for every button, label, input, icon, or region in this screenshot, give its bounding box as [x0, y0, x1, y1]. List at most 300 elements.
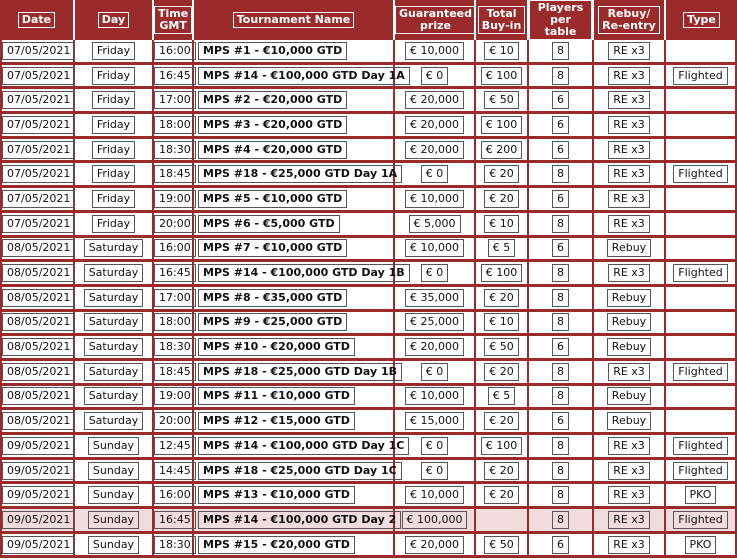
players-cell-value: 8 [552, 67, 569, 85]
date-cell [0, 410, 75, 435]
time-cell [154, 336, 194, 361]
time-cell-value: 18:30 [154, 141, 196, 159]
buyin-cell [476, 40, 529, 65]
date-cell [0, 40, 75, 65]
prize-cell [395, 163, 476, 188]
date-cell [0, 361, 75, 386]
players-cell [529, 509, 594, 534]
date-cell [0, 188, 75, 213]
prize-cell [395, 534, 476, 559]
date-cell-value: 07/05/2021 [2, 190, 75, 208]
name-cell [194, 139, 395, 164]
date-cell [0, 509, 75, 534]
day-cell [75, 287, 154, 312]
name-cell [194, 435, 405, 460]
time-cell-value: 17:00 [154, 91, 196, 109]
name-cell [194, 163, 398, 188]
type-cell [666, 509, 737, 534]
day-cell [75, 188, 154, 213]
table-row [0, 213, 737, 238]
day-cell-value: Friday [92, 116, 135, 134]
name-cell-value: MPS #13 - €10,000 GTD [198, 486, 355, 504]
prize-cell-value: € 100,000 [402, 511, 468, 529]
time-cell [154, 188, 194, 213]
buyin-cell [476, 213, 529, 238]
date-cell-value: 07/05/2021 [2, 116, 75, 134]
type-cell [666, 361, 737, 386]
buyin-cell-value: € 10 [484, 215, 519, 233]
buyin-cell-value: € 20 [484, 462, 519, 480]
buyin-cell [476, 484, 529, 509]
name-cell [194, 312, 395, 337]
rebuy-cell [594, 312, 666, 337]
rebuy-cell [594, 460, 666, 485]
buyin-cell-value: € 100 [481, 67, 523, 85]
date-cell [0, 139, 75, 164]
date-cell-value: 08/05/2021 [2, 412, 75, 430]
players-cell [529, 139, 594, 164]
prize-cell [395, 213, 476, 238]
header-day: Day [75, 0, 154, 40]
table-row [0, 509, 737, 534]
type-cell [666, 238, 737, 263]
name-cell-value: MPS #14 - €100,000 GTD Day 1A [198, 67, 410, 85]
prize-cell-value: € 0 [421, 437, 449, 455]
buyin-cell-value: € 100 [481, 437, 523, 455]
players-cell-value: 8 [552, 42, 569, 60]
time-cell [154, 460, 194, 485]
rebuy-cell-value: RE x3 [608, 486, 650, 504]
date-cell [0, 163, 75, 188]
rebuy-cell-value: RE x3 [608, 42, 650, 60]
time-cell [154, 386, 194, 411]
players-cell [529, 213, 594, 238]
players-cell-value: 8 [552, 215, 569, 233]
players-cell [529, 484, 594, 509]
type-cell [666, 163, 737, 188]
time-cell [154, 484, 194, 509]
header-buyin: Total Buy-in [476, 0, 529, 40]
type-cell-value: Flighted [673, 363, 727, 381]
rebuy-cell-value: RE x3 [608, 141, 650, 159]
prize-cell [395, 460, 476, 485]
rebuy-cell [594, 89, 666, 114]
name-cell [194, 188, 395, 213]
type-cell [666, 213, 737, 238]
prize-cell-value: € 15,000 [405, 412, 464, 430]
header-time: Time GMT [154, 0, 194, 40]
name-cell [194, 534, 395, 559]
type-cell [666, 435, 737, 460]
name-cell [194, 509, 395, 534]
buyin-cell-value: € 20 [484, 165, 519, 183]
prize-cell-value: € 35,000 [405, 289, 464, 307]
header-name: Tournament Name [194, 0, 395, 40]
players-cell [529, 460, 594, 485]
day-cell [75, 238, 154, 263]
date-cell [0, 89, 75, 114]
type-cell [666, 287, 737, 312]
name-cell [194, 213, 395, 238]
players-cell [529, 287, 594, 312]
type-cell [666, 114, 737, 139]
rebuy-cell [594, 361, 666, 386]
prize-cell [395, 89, 476, 114]
type-cell-value: PKO [685, 486, 717, 504]
time-cell [154, 312, 194, 337]
buyin-cell [476, 139, 529, 164]
day-cell [75, 410, 154, 435]
prize-cell [395, 188, 476, 213]
date-cell-value: 08/05/2021 [2, 363, 75, 381]
players-cell [529, 238, 594, 263]
date-cell-value: 07/05/2021 [2, 141, 75, 159]
rebuy-cell-value: Rebuy [607, 313, 651, 331]
day-cell [75, 460, 154, 485]
prize-cell-value: € 20,000 [405, 116, 464, 134]
name-cell-value: MPS #5 - €10,000 GTD [198, 190, 347, 208]
rebuy-cell [594, 213, 666, 238]
day-cell-value: Saturday [84, 239, 144, 257]
table-row [0, 460, 737, 485]
time-cell-value: 16:45 [154, 264, 196, 282]
players-cell-value: 8 [552, 462, 569, 480]
prize-cell [395, 238, 476, 263]
rebuy-cell-value: RE x3 [608, 511, 650, 529]
date-cell-value: 07/05/2021 [2, 67, 75, 85]
prize-cell [395, 509, 476, 534]
day-cell [75, 163, 154, 188]
players-cell-value: 6 [552, 239, 569, 257]
buyin-cell [476, 262, 529, 287]
day-cell [75, 484, 154, 509]
buyin-cell [476, 361, 529, 386]
table-row [0, 262, 737, 287]
date-cell [0, 287, 75, 312]
prize-cell [395, 484, 476, 509]
buyin-cell [476, 114, 529, 139]
table-row [0, 361, 737, 386]
table-row [0, 386, 737, 411]
buyin-cell [476, 163, 529, 188]
type-cell [666, 460, 737, 485]
prize-cell [395, 139, 476, 164]
name-cell-value: MPS #18 - €25,000 GTD Day 1B [198, 363, 402, 381]
rebuy-cell-value: RE x3 [608, 215, 650, 233]
time-cell-value: 18:30 [154, 536, 196, 554]
date-cell [0, 312, 75, 337]
buyin-cell [476, 509, 529, 534]
players-cell [529, 435, 594, 460]
buyin-cell-value: € 100 [481, 264, 523, 282]
table-row [0, 287, 737, 312]
table-row [0, 65, 737, 90]
players-cell-value: 6 [552, 338, 569, 356]
rebuy-cell-value: RE x3 [608, 536, 650, 554]
buyin-cell [476, 312, 529, 337]
prize-cell-value: € 20,000 [405, 536, 464, 554]
name-cell-value: MPS #14 - €100,000 GTD Day 1C [198, 437, 409, 455]
date-cell [0, 114, 75, 139]
buyin-cell-value: € 10 [484, 313, 519, 331]
day-cell-value: Sunday [88, 511, 139, 529]
players-cell-value: 6 [552, 141, 569, 159]
date-cell-value: 08/05/2021 [2, 264, 75, 282]
header-players: Players per table [529, 0, 594, 40]
name-cell-value: MPS #8 - €35,000 GTD [198, 289, 347, 307]
time-cell-value: 16:00 [154, 42, 196, 60]
time-cell [154, 40, 194, 65]
date-cell-value: 09/05/2021 [2, 462, 75, 480]
type-cell-value: Flighted [673, 264, 727, 282]
players-cell-value: 8 [552, 437, 569, 455]
type-cell [666, 484, 737, 509]
buyin-cell-value: € 50 [484, 536, 519, 554]
name-cell [194, 410, 395, 435]
type-cell-value: Flighted [673, 437, 727, 455]
date-cell-value: 08/05/2021 [2, 313, 75, 331]
name-cell-value: MPS #4 - €20,000 GTD [198, 141, 347, 159]
players-cell [529, 114, 594, 139]
players-cell-value: 6 [552, 116, 569, 134]
day-cell [75, 262, 154, 287]
type-cell-value: Flighted [673, 165, 727, 183]
time-cell-value: 18:45 [154, 165, 196, 183]
players-cell-value: 8 [552, 363, 569, 381]
day-cell [75, 361, 154, 386]
date-cell [0, 534, 75, 559]
time-cell-value: 19:00 [154, 190, 196, 208]
buyin-cell-value: € 20 [484, 363, 519, 381]
buyin-cell [476, 89, 529, 114]
buyin-cell-value: € 5 [488, 239, 516, 257]
day-cell [75, 65, 154, 90]
day-cell-value: Saturday [84, 313, 144, 331]
players-cell [529, 534, 594, 559]
day-cell [75, 139, 154, 164]
rebuy-cell [594, 534, 666, 559]
time-cell [154, 410, 194, 435]
time-cell [154, 361, 194, 386]
name-cell [194, 484, 395, 509]
name-cell-value: MPS #11 - €10,000 GTD [198, 387, 355, 405]
day-cell-value: Saturday [84, 289, 144, 307]
buyin-cell-value: € 10 [484, 42, 519, 60]
name-cell [194, 65, 405, 90]
name-cell-value: MPS #6 - €5,000 GTD [198, 215, 340, 233]
date-cell [0, 460, 75, 485]
date-cell [0, 213, 75, 238]
rebuy-cell-value: RE x3 [608, 264, 650, 282]
type-cell [666, 89, 737, 114]
date-cell-value: 07/05/2021 [2, 42, 75, 60]
day-cell-value: Friday [92, 165, 135, 183]
time-cell [154, 163, 194, 188]
day-cell [75, 213, 154, 238]
rebuy-cell [594, 509, 666, 534]
day-cell-value: Sunday [88, 462, 139, 480]
day-cell-value: Friday [92, 215, 135, 233]
buyin-cell-value: € 5 [488, 387, 516, 405]
header-prize: Guaranteed prize [395, 0, 476, 40]
rebuy-cell [594, 410, 666, 435]
date-cell [0, 238, 75, 263]
buyin-cell [476, 386, 529, 411]
players-cell-value: 6 [552, 91, 569, 109]
players-cell [529, 312, 594, 337]
table-row [0, 114, 737, 139]
rebuy-cell [594, 484, 666, 509]
time-cell [154, 534, 194, 559]
buyin-cell [476, 460, 529, 485]
prize-cell [395, 386, 476, 411]
time-cell-value: 14:45 [154, 462, 196, 480]
time-cell [154, 213, 194, 238]
date-cell-value: 08/05/2021 [2, 239, 75, 257]
players-cell-value: 8 [552, 387, 569, 405]
date-cell-value: 08/05/2021 [2, 338, 75, 356]
players-cell-value: 8 [552, 313, 569, 331]
type-cell [666, 188, 737, 213]
name-cell-value: MPS #14 - €100,000 GTD Day 2 [198, 511, 401, 529]
time-cell-value: 18:30 [154, 338, 196, 356]
day-cell-value: Friday [92, 67, 135, 85]
prize-cell-value: € 0 [421, 264, 449, 282]
buyin-cell-value: € 20 [484, 190, 519, 208]
table-row [0, 410, 737, 435]
name-cell [194, 114, 395, 139]
players-cell [529, 410, 594, 435]
date-cell-value: 09/05/2021 [2, 536, 75, 554]
buyin-cell [476, 65, 529, 90]
date-cell [0, 336, 75, 361]
day-cell [75, 89, 154, 114]
day-cell-value: Sunday [88, 486, 139, 504]
name-cell-value: MPS #18 - €25,000 GTD Day 1A [198, 165, 402, 183]
players-cell-value: 6 [552, 190, 569, 208]
time-cell-value: 20:00 [154, 215, 196, 233]
time-cell-value: 16:45 [154, 511, 196, 529]
day-cell-value: Friday [92, 42, 135, 60]
day-cell [75, 336, 154, 361]
type-cell [666, 336, 737, 361]
players-cell [529, 336, 594, 361]
day-cell [75, 509, 154, 534]
name-cell-value: MPS #3 - €20,000 GTD [198, 116, 347, 134]
type-cell-value: Flighted [673, 67, 727, 85]
header-rebuy: Rebuy/ Re-entry [594, 0, 666, 40]
rebuy-cell [594, 65, 666, 90]
prize-cell-value: € 10,000 [405, 239, 464, 257]
name-cell-value: MPS #9 - €25,000 GTD [198, 313, 347, 331]
day-cell-value: Friday [92, 141, 135, 159]
date-cell [0, 262, 75, 287]
buyin-cell-value: € 100 [481, 116, 523, 134]
time-cell [154, 435, 194, 460]
players-cell [529, 386, 594, 411]
table-row [0, 163, 737, 188]
rebuy-cell-value: RE x3 [608, 190, 650, 208]
name-cell-value: MPS #15 - €20,000 GTD [198, 536, 355, 554]
prize-cell-value: € 10,000 [405, 190, 464, 208]
name-cell-value: MPS #2 - €20,000 GTD [198, 91, 347, 109]
table-row [0, 238, 737, 263]
table-row [0, 139, 737, 164]
buyin-cell-value: € 50 [484, 338, 519, 356]
time-cell [154, 114, 194, 139]
name-cell-value: MPS #12 - €15,000 GTD [198, 412, 355, 430]
name-cell-value: MPS #1 - €10,000 GTD [198, 42, 347, 60]
table-row [0, 89, 737, 114]
type-cell-value: PKO [685, 536, 717, 554]
buyin-cell [476, 435, 529, 460]
prize-cell-value: € 20,000 [405, 338, 464, 356]
buyin-cell-value: € 20 [484, 486, 519, 504]
name-cell [194, 238, 395, 263]
prize-cell-value: € 0 [421, 67, 449, 85]
table-row [0, 40, 737, 65]
rebuy-cell-value: RE x3 [608, 165, 650, 183]
day-cell-value: Saturday [84, 264, 144, 282]
rebuy-cell-value: RE x3 [608, 91, 650, 109]
day-cell-value: Friday [92, 190, 135, 208]
name-cell [194, 361, 395, 386]
type-cell [666, 262, 737, 287]
rebuy-cell [594, 287, 666, 312]
players-cell [529, 89, 594, 114]
rebuy-cell [594, 139, 666, 164]
name-cell [194, 460, 395, 485]
header-row [0, 0, 737, 40]
type-cell [666, 534, 737, 559]
date-cell-value: 08/05/2021 [2, 289, 75, 307]
prize-cell [395, 361, 476, 386]
prize-cell-value: € 10,000 [405, 387, 464, 405]
prize-cell [395, 312, 476, 337]
rebuy-cell [594, 435, 666, 460]
name-cell [194, 40, 395, 65]
header-date: Date [0, 0, 75, 40]
rebuy-cell-value: Rebuy [607, 239, 651, 257]
name-cell [194, 336, 395, 361]
rebuy-cell [594, 114, 666, 139]
prize-cell [395, 40, 476, 65]
day-cell [75, 435, 154, 460]
players-cell [529, 40, 594, 65]
players-cell-value: 8 [552, 511, 569, 529]
type-cell-value: Flighted [673, 462, 727, 480]
date-cell-value: 07/05/2021 [2, 165, 75, 183]
date-cell-value: 07/05/2021 [2, 91, 75, 109]
prize-cell-value: € 10,000 [405, 486, 464, 504]
time-cell-value: 19:00 [154, 387, 196, 405]
date-cell [0, 65, 75, 90]
buyin-cell-value: € 20 [484, 412, 519, 430]
buyin-cell [476, 287, 529, 312]
players-cell-value: 8 [552, 486, 569, 504]
prize-cell-value: € 5,000 [409, 215, 461, 233]
name-cell-value: MPS #18 - €25,000 GTD Day 1C [198, 462, 402, 480]
players-cell-value: 8 [552, 289, 569, 307]
time-cell-value: 12:45 [154, 437, 196, 455]
prize-cell-value: € 0 [421, 462, 449, 480]
day-cell-value: Saturday [84, 338, 144, 356]
time-cell-value: 16:00 [154, 239, 196, 257]
day-cell-value: Saturday [84, 363, 144, 381]
rebuy-cell [594, 238, 666, 263]
prize-cell [395, 336, 476, 361]
day-cell-value: Saturday [84, 412, 144, 430]
